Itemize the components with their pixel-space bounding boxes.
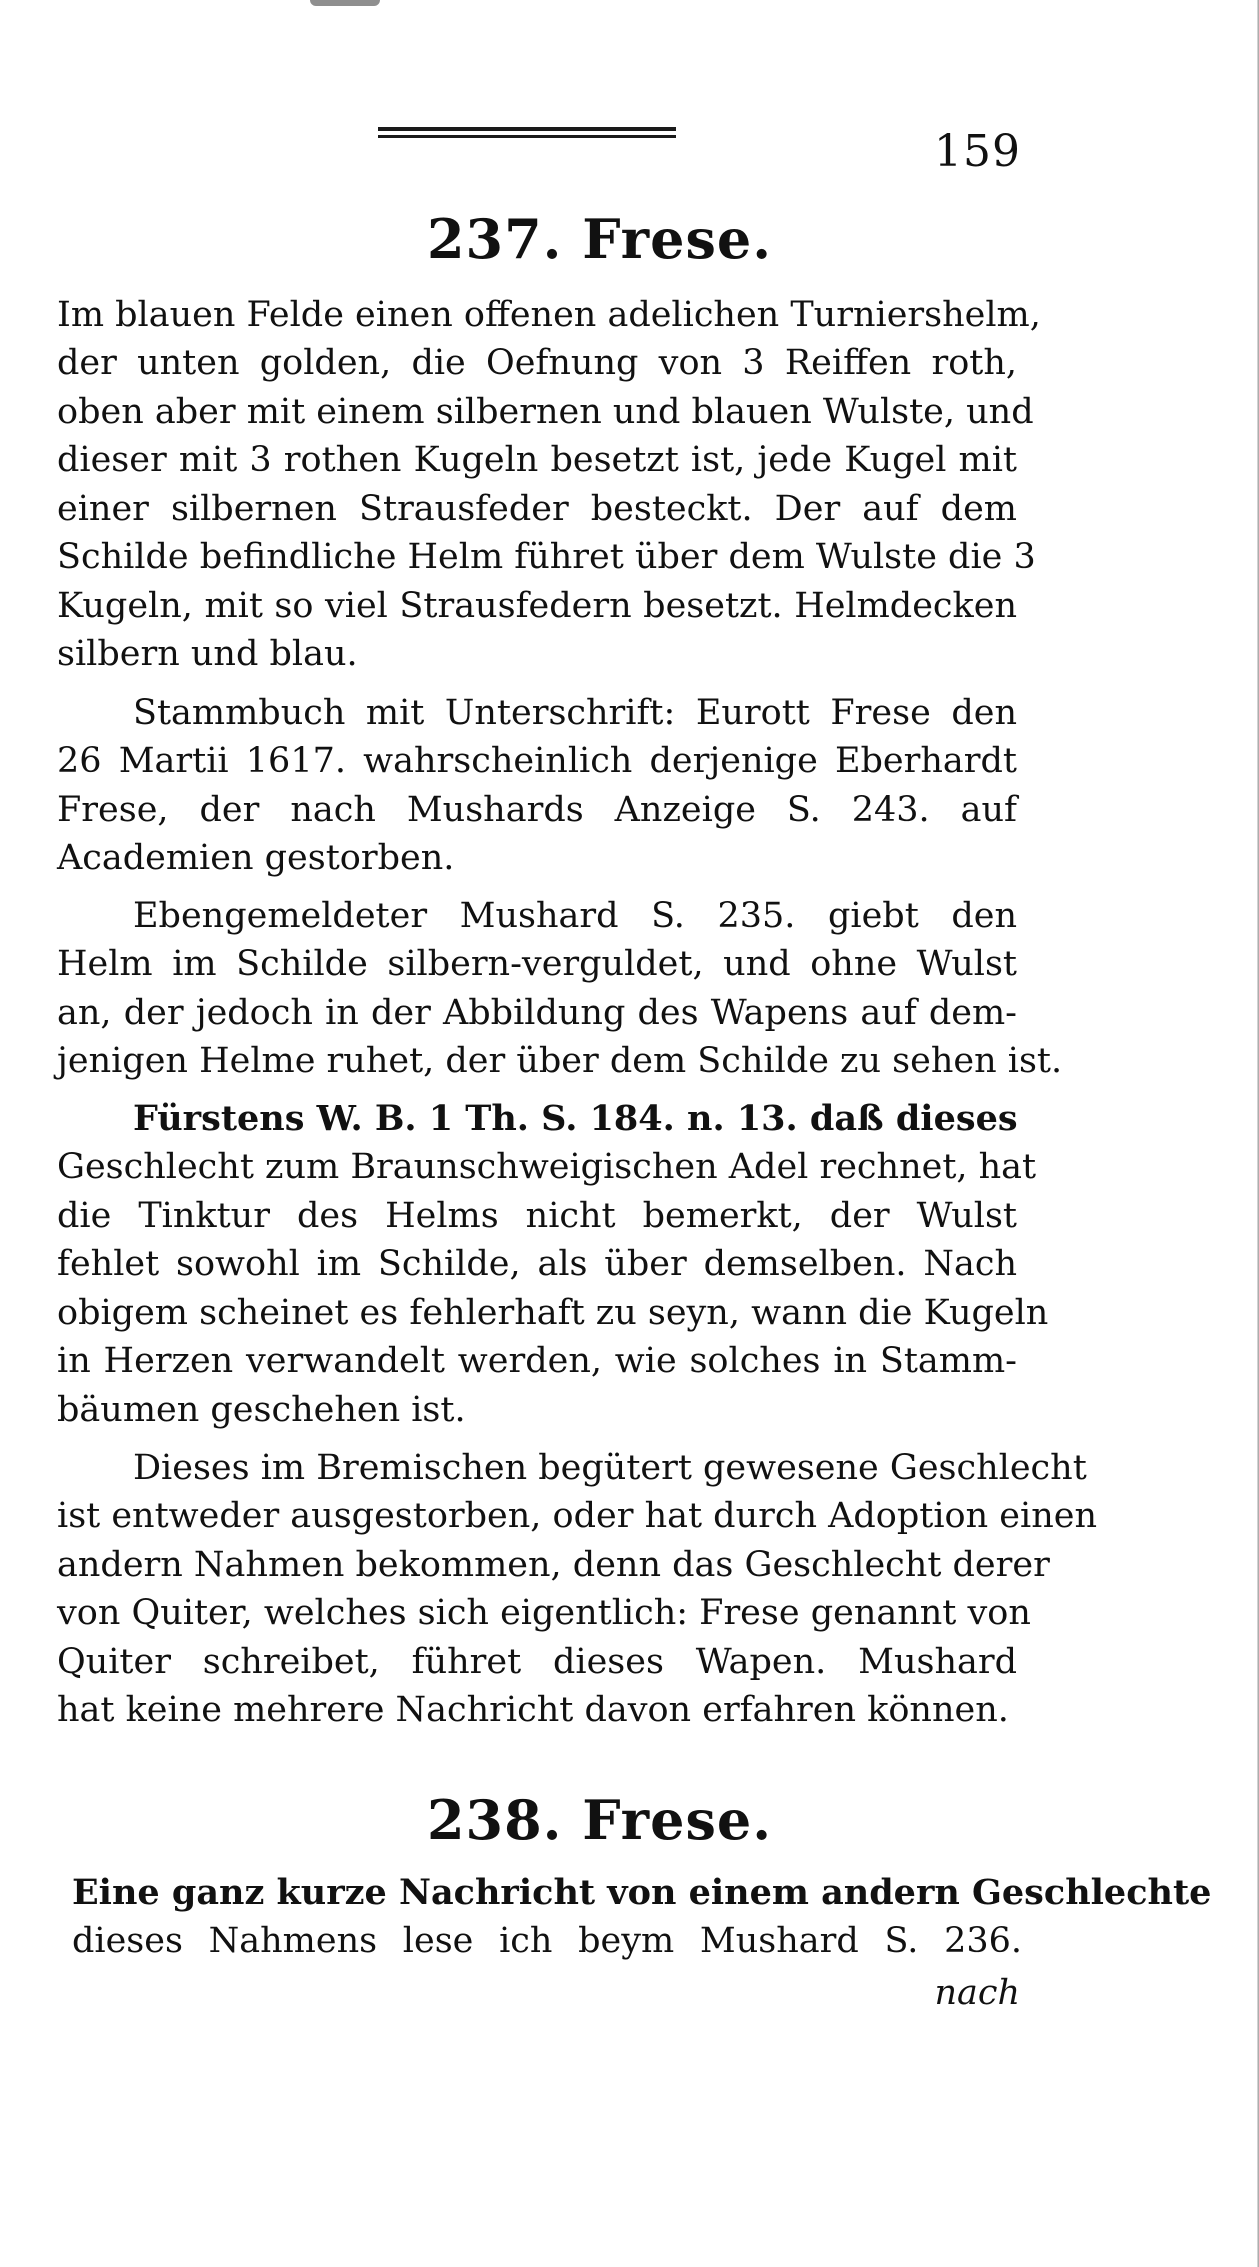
page-number: 159 [934,126,1021,177]
text-line: hat keine mehrere Nachricht davon erfahren können. [57,1690,1009,1730]
text-line: Schilde befindliche Helm führet über dem Wulste die 3 [57,537,1036,577]
text-line: die Tinktur des Helms nicht bemerkt, der Wulst [57,1196,1017,1236]
text-line: Kugeln, mit so viel Strausfedern besetzt. Helmdecken [57,586,1017,626]
text-line: Helm im Schilde silbern-verguldet, und ohne Wulst [57,944,1017,984]
text-line: obigem scheinet es fehlerhaft zu seyn, wann die Kugeln [57,1293,1049,1333]
text-line: silbern und blau. [57,634,358,674]
text-line: Dieses im Bremischen begütert gewesene Geschlecht [133,1448,1087,1488]
text-line: Im blauen Felde einen offenen adelichen Turniershelm, [57,295,1041,335]
text-line: von Quiter, welches sich eigentlich: Frese genannt von [57,1593,1031,1633]
section-heading-238: 238. Frese. [426,1788,773,1852]
text-line: an, der jedoch in der Abbildung des Wapens auf dem- [57,993,1017,1033]
text-line: dieses Nahmens lese ich beym Mushard S. 236. [72,1921,1022,1961]
text-line: andern Nahmen bekommen, denn das Geschlecht derer [57,1545,1050,1585]
text-line: ist entweder ausgestorben, oder hat durch Adoption einen [57,1496,1097,1536]
text-line: Eine ganz kurze Nachricht von einem andern Geschlechte [72,1872,1212,1913]
text-line: Frese, der nach Mushards Anzeige S. 243. auf [57,790,1017,830]
text-line: oben aber mit einem silbernen und blauen Wulste, und [57,392,1034,432]
text-line: fehlet sowohl im Schilde, als über demselben. Nach [57,1244,1017,1284]
catchword: nach [934,1973,1020,2013]
text-line: jenigen Helme ruhet, der über dem Schilde zu sehen ist. [57,1041,1063,1081]
header-rule [378,127,676,143]
ink-blot [310,0,380,6]
text-line: Ebengemeldeter Mushard S. 235. giebt den [133,896,1017,936]
text-line: der unten golden, die Oefnung von 3 Reiffen roth, [57,343,1017,383]
text-line: Quiter schreibet, führet dieses Wapen. Mushard [57,1642,1017,1682]
text-line: Geschlecht zum Braunschweigischen Adel rechnet, hat [57,1147,1037,1187]
text-line: Stammbuch mit Unterschrift: Eurott Frese den [133,693,1017,733]
text-line: bäumen geschehen ist. [57,1390,466,1430]
text-line: dieser mit 3 rothen Kugeln besetzt ist, jede Kugel mit [57,440,1017,480]
text-line: einer silbernen Strausfeder besteckt. Der auf dem [57,489,1017,529]
text-line: Fürstens W. B. 1 Th. S. 184. n. 13. daß dieses [133,1098,1018,1139]
text-line: in Herzen verwandelt werden, wie solches in Stamm- [57,1341,1017,1381]
section-heading-237: 237. Frese. [426,207,773,271]
text-line: 26 Martii 1617. wahrscheinlich derjenige Eberhardt [57,741,1017,781]
text-line: Academien gestorben. [57,838,455,878]
